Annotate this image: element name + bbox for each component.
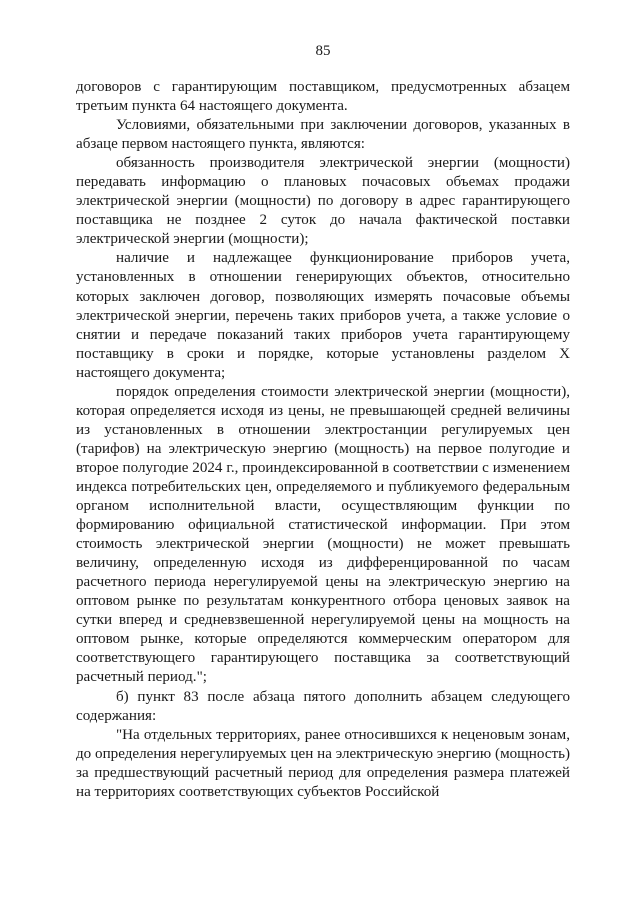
page-number: 85 — [315, 43, 331, 59]
document-body — [76, 78, 570, 802]
paragraph-metering-devices: наличие и надлежащее функционирование приборов учета, установленных в отношении генерирующих объектов, относительно которых заключен договор, позволяющих измерять почасовые объемы электрической энергии, перечень таких приборов учета, а также условие о снятии и передаче показаний таких приборов учета гарантирующему поставщику в сроки и порядке, которые установлены разделом X настоящего документа; — [76, 250, 570, 381]
paragraph-continuation: договоров с гарантирующим поставщиком, предусмотренных абзацем третьим пункта 64 настоящего документа. — [76, 79, 570, 115]
paragraph-producer-obligation: обязанность производителя электрической энергии (мощности) передавать информацию о плановых почасовых объемах продажи электрической энергии (мощности) по договору в адрес гарантирующего поставщика не позднее 2 суток до начала фактической поставки электрической энергии (мощности); — [76, 155, 570, 248]
paragraph-conditions-intro: Условиями, обязательными при заключении договоров, указанных в абзаце первом настоящего пункта, являются: — [76, 117, 570, 153]
paragraph-quoted-addition: "На отдельных территориях, ранее относившихся к неценовым зонам, до определения нерегулируемых цен на электрическую энергию (мощность) за предшествующий расчетный период для определения размера платежей на территориях соответствующих субъектов Российской — [76, 726, 570, 800]
paragraph-item-b: б) пункт 83 после абзаца пятого дополнить абзацем следующего содержания: — [76, 688, 570, 724]
paragraph-cost-determination: порядок определения стоимости электрической энергии (мощности), которая определяется исходя из цены, не превышающей средней величины из установленных в отношении электростанции регулируемых цен (тарифов) на электрическую энергию (мощность) на первое полугодие и второе полугодие 2024 г., проиндексированной в соответствии с изменением индекса потребительских цен, определяемого и публикуемого федеральным органом исполнительной власти, осуществляющим функции по формированию официальной статистической информации. При этом стоимость электрической энергии (мощности) не может превышать величину, определенную исходя из дифференцированной по часам расчетного периода нерегулируемой цены на электрическую энергию на оптовом рынке по результатам конкурентного отбора ценовых заявок на сутки вперед и средневзвешенной нерегулируемой цены на мощность на оптовом рынке, которые определяются коммерческим оператором для соответствующего гарантирующего поставщика за соответствующий расчетный период."; — [76, 383, 570, 686]
